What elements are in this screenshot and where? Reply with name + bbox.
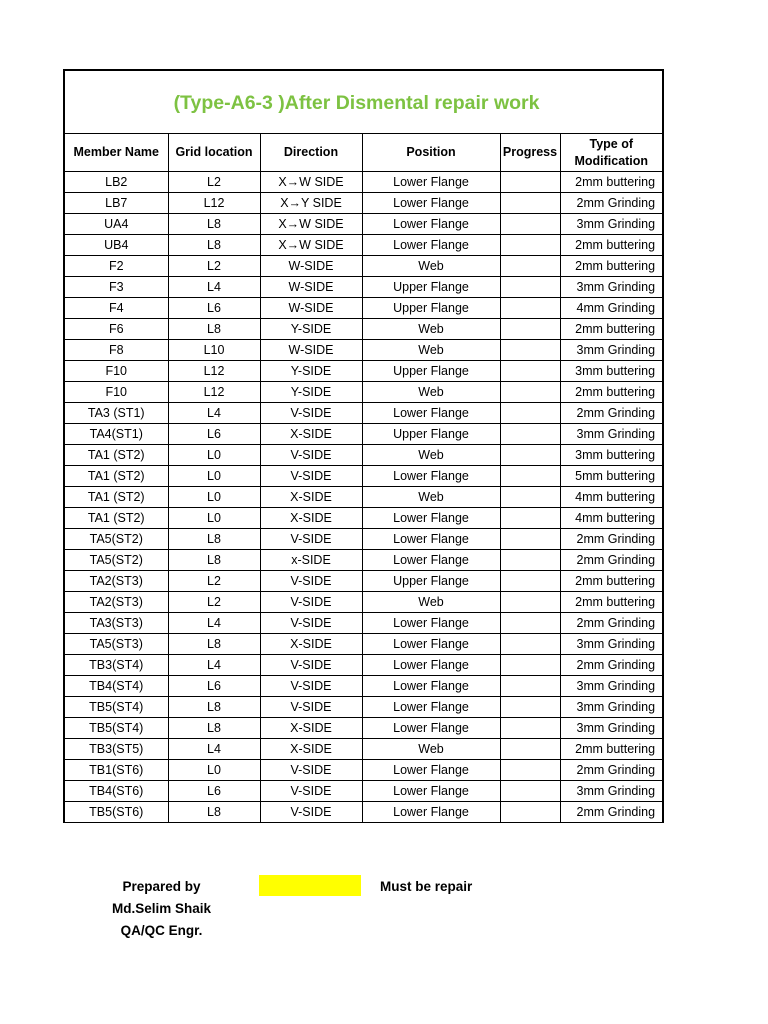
cell-grid-location: L0 [168, 487, 260, 508]
cell-direction: W-SIDE [260, 298, 362, 319]
cell-position: Lower Flange [362, 193, 500, 214]
cell-type-of-modification: 3mm buttering [560, 361, 663, 382]
header-row [64, 134, 663, 172]
cell-position: Lower Flange [362, 697, 500, 718]
cell-type-of-modification: 2mm buttering [560, 172, 663, 193]
cell-progress [500, 508, 560, 529]
table-row [64, 634, 663, 655]
header-progress: Progress [500, 134, 560, 172]
cell-position: Lower Flange [362, 235, 500, 256]
cell-type-of-modification: 2mm Grinding [560, 193, 663, 214]
cell-grid-location: L6 [168, 424, 260, 445]
cell-grid-location: L4 [168, 277, 260, 298]
cell-member-name: TB3(ST4) [64, 655, 168, 676]
cell-member-name: TA5(ST2) [64, 550, 168, 571]
cell-type-of-modification: 2mm buttering [560, 592, 663, 613]
cell-type-of-modification: 3mm Grinding [560, 676, 663, 697]
cell-progress [500, 319, 560, 340]
cell-direction: V-SIDE [260, 760, 362, 781]
cell-type-of-modification: 2mm buttering [560, 256, 663, 277]
cell-position: Lower Flange [362, 466, 500, 487]
cell-grid-location: L8 [168, 235, 260, 256]
cell-position: Lower Flange [362, 172, 500, 193]
cell-progress [500, 256, 560, 277]
cell-direction: W-SIDE [260, 340, 362, 361]
cell-grid-location: L0 [168, 760, 260, 781]
table-row [64, 697, 663, 718]
cell-member-name: F8 [64, 340, 168, 361]
table-row [64, 340, 663, 361]
cell-position: Web [362, 739, 500, 760]
cell-member-name: TB4(ST4) [64, 676, 168, 697]
cell-member-name: F3 [64, 277, 168, 298]
cell-member-name: TB4(ST6) [64, 781, 168, 802]
sheet-title: (Type-A6-3 )After Dismental repair work [173, 91, 540, 114]
repair-sheet [63, 69, 662, 823]
cell-position: Lower Flange [362, 655, 500, 676]
cell-grid-location: L6 [168, 781, 260, 802]
cell-grid-location: L4 [168, 613, 260, 634]
cell-grid-location: L8 [168, 529, 260, 550]
cell-member-name: TA1 (ST2) [64, 466, 168, 487]
table-row [64, 214, 663, 235]
cell-grid-location: L4 [168, 403, 260, 424]
cell-grid-location: L2 [168, 571, 260, 592]
cell-progress [500, 655, 560, 676]
cell-member-name: TA3(ST3) [64, 613, 168, 634]
table-row [64, 277, 663, 298]
cell-progress [500, 613, 560, 634]
cell-direction: V-SIDE [260, 571, 362, 592]
cell-grid-location: L8 [168, 718, 260, 739]
cell-position: Web [362, 340, 500, 361]
table-row [64, 718, 663, 739]
table-row [64, 403, 663, 424]
cell-position: Upper Flange [362, 298, 500, 319]
table-row [64, 235, 663, 256]
table-row [64, 655, 663, 676]
table-row [64, 424, 663, 445]
cell-type-of-modification: 4mm buttering [560, 508, 663, 529]
cell-position: Lower Flange [362, 508, 500, 529]
cell-direction: X-SIDE [260, 739, 362, 760]
cell-position: Upper Flange [362, 277, 500, 298]
header-direction: Direction [260, 134, 362, 172]
cell-direction: V-SIDE [260, 613, 362, 634]
cell-grid-location: L8 [168, 319, 260, 340]
cell-progress [500, 361, 560, 382]
cell-position: Lower Flange [362, 403, 500, 424]
table-row [64, 760, 663, 781]
cell-grid-location: L2 [168, 256, 260, 277]
table-row [64, 529, 663, 550]
cell-direction: W-SIDE [260, 256, 362, 277]
cell-member-name: TB5(ST4) [64, 697, 168, 718]
table-row [64, 802, 663, 823]
cell-position: Web [362, 382, 500, 403]
cell-direction: X-SIDE [260, 718, 362, 739]
cell-member-name: TA3 (ST1) [64, 403, 168, 424]
legend-label: Must be repair [380, 879, 473, 894]
cell-grid-location: L8 [168, 802, 260, 823]
table-row [64, 487, 663, 508]
cell-member-name: TB3(ST5) [64, 739, 168, 760]
cell-progress [500, 634, 560, 655]
cell-progress [500, 529, 560, 550]
cell-member-name: F2 [64, 256, 168, 277]
cell-progress [500, 466, 560, 487]
cell-progress [500, 403, 560, 424]
prepared-by-label: Prepared by [122, 879, 201, 894]
cell-progress [500, 571, 560, 592]
footer [0, 873, 768, 953]
table-row [64, 298, 663, 319]
table-row [64, 382, 663, 403]
cell-type-of-modification: 2mm buttering [560, 235, 663, 256]
cell-direction: V-SIDE [260, 592, 362, 613]
cell-progress [500, 193, 560, 214]
cell-type-of-modification: 3mm Grinding [560, 781, 663, 802]
preparer-role: QA/QC Engr. [120, 923, 203, 938]
sheet-title-cell [64, 70, 663, 134]
cell-progress [500, 445, 560, 466]
table-row [64, 256, 663, 277]
cell-position: Lower Flange [362, 550, 500, 571]
cell-type-of-modification: 2mm buttering [560, 739, 663, 760]
cell-direction: X→W SIDE [260, 172, 362, 193]
header-grid-location: Grid location [168, 134, 260, 172]
table-row [64, 550, 663, 571]
cell-type-of-modification: 3mm Grinding [560, 634, 663, 655]
cell-direction: V-SIDE [260, 676, 362, 697]
cell-progress [500, 760, 560, 781]
cell-direction: V-SIDE [260, 445, 362, 466]
cell-type-of-modification: 2mm Grinding [560, 613, 663, 634]
header-position: Position [362, 134, 500, 172]
table-row [64, 466, 663, 487]
cell-position: Web [362, 592, 500, 613]
cell-type-of-modification: 2mm buttering [560, 382, 663, 403]
cell-position: Lower Flange [362, 718, 500, 739]
cell-direction: V-SIDE [260, 781, 362, 802]
cell-grid-location: L0 [168, 445, 260, 466]
cell-direction: W-SIDE [260, 277, 362, 298]
cell-type-of-modification: 3mm Grinding [560, 340, 663, 361]
cell-direction: X-SIDE [260, 634, 362, 655]
cell-progress [500, 487, 560, 508]
cell-type-of-modification: 2mm buttering [560, 319, 663, 340]
table-row [64, 193, 663, 214]
cell-direction: V-SIDE [260, 466, 362, 487]
cell-progress [500, 676, 560, 697]
table-row [64, 172, 663, 193]
table-row [64, 613, 663, 634]
cell-position: Lower Flange [362, 802, 500, 823]
cell-position: Web [362, 445, 500, 466]
cell-type-of-modification: 3mm Grinding [560, 424, 663, 445]
cell-position: Lower Flange [362, 613, 500, 634]
cell-progress [500, 214, 560, 235]
cell-position: Upper Flange [362, 361, 500, 382]
cell-member-name: TA1 (ST2) [64, 487, 168, 508]
cell-progress [500, 739, 560, 760]
cell-member-name: TA2(ST3) [64, 592, 168, 613]
cell-progress [500, 781, 560, 802]
cell-direction: x-SIDE [260, 550, 362, 571]
cell-member-name: TA1 (ST2) [64, 508, 168, 529]
cell-type-of-modification: 2mm Grinding [560, 403, 663, 424]
cell-member-name: TA1 (ST2) [64, 445, 168, 466]
cell-member-name: TA5(ST2) [64, 529, 168, 550]
cell-direction: X→W SIDE [260, 235, 362, 256]
cell-type-of-modification: 2mm Grinding [560, 550, 663, 571]
cell-direction: V-SIDE [260, 802, 362, 823]
cell-position: Upper Flange [362, 424, 500, 445]
cell-progress [500, 697, 560, 718]
cell-member-name: F10 [64, 382, 168, 403]
table-body [64, 172, 663, 823]
cell-grid-location: L4 [168, 655, 260, 676]
cell-grid-location: L6 [168, 298, 260, 319]
cell-progress [500, 382, 560, 403]
table-row [64, 319, 663, 340]
cell-member-name: TB1(ST6) [64, 760, 168, 781]
table-row [64, 592, 663, 613]
cell-type-of-modification: 2mm buttering [560, 571, 663, 592]
cell-direction: Y-SIDE [260, 319, 362, 340]
cell-direction: V-SIDE [260, 655, 362, 676]
cell-grid-location: L6 [168, 676, 260, 697]
cell-progress [500, 277, 560, 298]
cell-grid-location: L12 [168, 361, 260, 382]
cell-type-of-modification: 5mm buttering [560, 466, 663, 487]
table-row [64, 781, 663, 802]
cell-grid-location: L8 [168, 214, 260, 235]
cell-position: Lower Flange [362, 676, 500, 697]
cell-position: Web [362, 256, 500, 277]
table-row [64, 445, 663, 466]
cell-type-of-modification: 4mm buttering [560, 487, 663, 508]
table-row [64, 571, 663, 592]
cell-position: Lower Flange [362, 529, 500, 550]
cell-progress [500, 340, 560, 361]
cell-grid-location: L8 [168, 697, 260, 718]
cell-type-of-modification: 4mm Grinding [560, 298, 663, 319]
cell-grid-location: L0 [168, 466, 260, 487]
cell-progress [500, 592, 560, 613]
cell-position: Lower Flange [362, 214, 500, 235]
cell-member-name: LB2 [64, 172, 168, 193]
cell-grid-location: L0 [168, 508, 260, 529]
cell-direction: V-SIDE [260, 697, 362, 718]
cell-grid-location: L10 [168, 340, 260, 361]
cell-grid-location: L8 [168, 634, 260, 655]
cell-direction: X-SIDE [260, 487, 362, 508]
cell-grid-location: L8 [168, 550, 260, 571]
cell-position: Web [362, 319, 500, 340]
cell-grid-location: L12 [168, 382, 260, 403]
cell-direction: Y-SIDE [260, 382, 362, 403]
table-row [64, 739, 663, 760]
cell-direction: X-SIDE [260, 424, 362, 445]
cell-type-of-modification: 3mm Grinding [560, 718, 663, 739]
cell-member-name: TA5(ST3) [64, 634, 168, 655]
cell-member-name: F10 [64, 361, 168, 382]
header-member-name: Member Name [64, 134, 168, 172]
cell-progress [500, 802, 560, 823]
cell-position: Lower Flange [362, 781, 500, 802]
cell-member-name: UB4 [64, 235, 168, 256]
table-row [64, 361, 663, 382]
table-row [64, 508, 663, 529]
cell-grid-location: L2 [168, 592, 260, 613]
table-row [64, 676, 663, 697]
cell-progress [500, 718, 560, 739]
cell-type-of-modification: 3mm Grinding [560, 277, 663, 298]
cell-grid-location: L12 [168, 193, 260, 214]
legend-swatch-yellow [259, 875, 361, 896]
cell-grid-location: L2 [168, 172, 260, 193]
cell-direction: X→Y SIDE [260, 193, 362, 214]
cell-member-name: TA4(ST1) [64, 424, 168, 445]
cell-type-of-modification: 2mm Grinding [560, 655, 663, 676]
cell-type-of-modification: 3mm Grinding [560, 697, 663, 718]
cell-progress [500, 550, 560, 571]
cell-progress [500, 172, 560, 193]
cell-type-of-modification: 2mm Grinding [560, 760, 663, 781]
cell-member-name: TB5(ST6) [64, 802, 168, 823]
cell-member-name: TA2(ST3) [64, 571, 168, 592]
cell-grid-location: L4 [168, 739, 260, 760]
cell-member-name: LB7 [64, 193, 168, 214]
cell-direction: X→W SIDE [260, 214, 362, 235]
repair-table [63, 69, 664, 823]
cell-member-name: F4 [64, 298, 168, 319]
cell-progress [500, 424, 560, 445]
cell-type-of-modification: 2mm Grinding [560, 529, 663, 550]
cell-position: Web [362, 487, 500, 508]
cell-direction: X-SIDE [260, 508, 362, 529]
preparer-name: Md.Selim Shaik [111, 901, 212, 916]
cell-type-of-modification: 2mm Grinding [560, 802, 663, 823]
cell-position: Lower Flange [362, 634, 500, 655]
prepared-by-block [94, 876, 229, 942]
cell-direction: Y-SIDE [260, 361, 362, 382]
cell-direction: V-SIDE [260, 403, 362, 424]
cell-member-name: F6 [64, 319, 168, 340]
cell-progress [500, 235, 560, 256]
header-type-of-modification: Type of Modification [560, 134, 663, 172]
cell-member-name: UA4 [64, 214, 168, 235]
cell-type-of-modification: 3mm buttering [560, 445, 663, 466]
cell-direction: V-SIDE [260, 529, 362, 550]
cell-type-of-modification: 3mm Grinding [560, 214, 663, 235]
cell-progress [500, 298, 560, 319]
cell-member-name: TB5(ST4) [64, 718, 168, 739]
cell-position: Upper Flange [362, 571, 500, 592]
cell-position: Lower Flange [362, 760, 500, 781]
